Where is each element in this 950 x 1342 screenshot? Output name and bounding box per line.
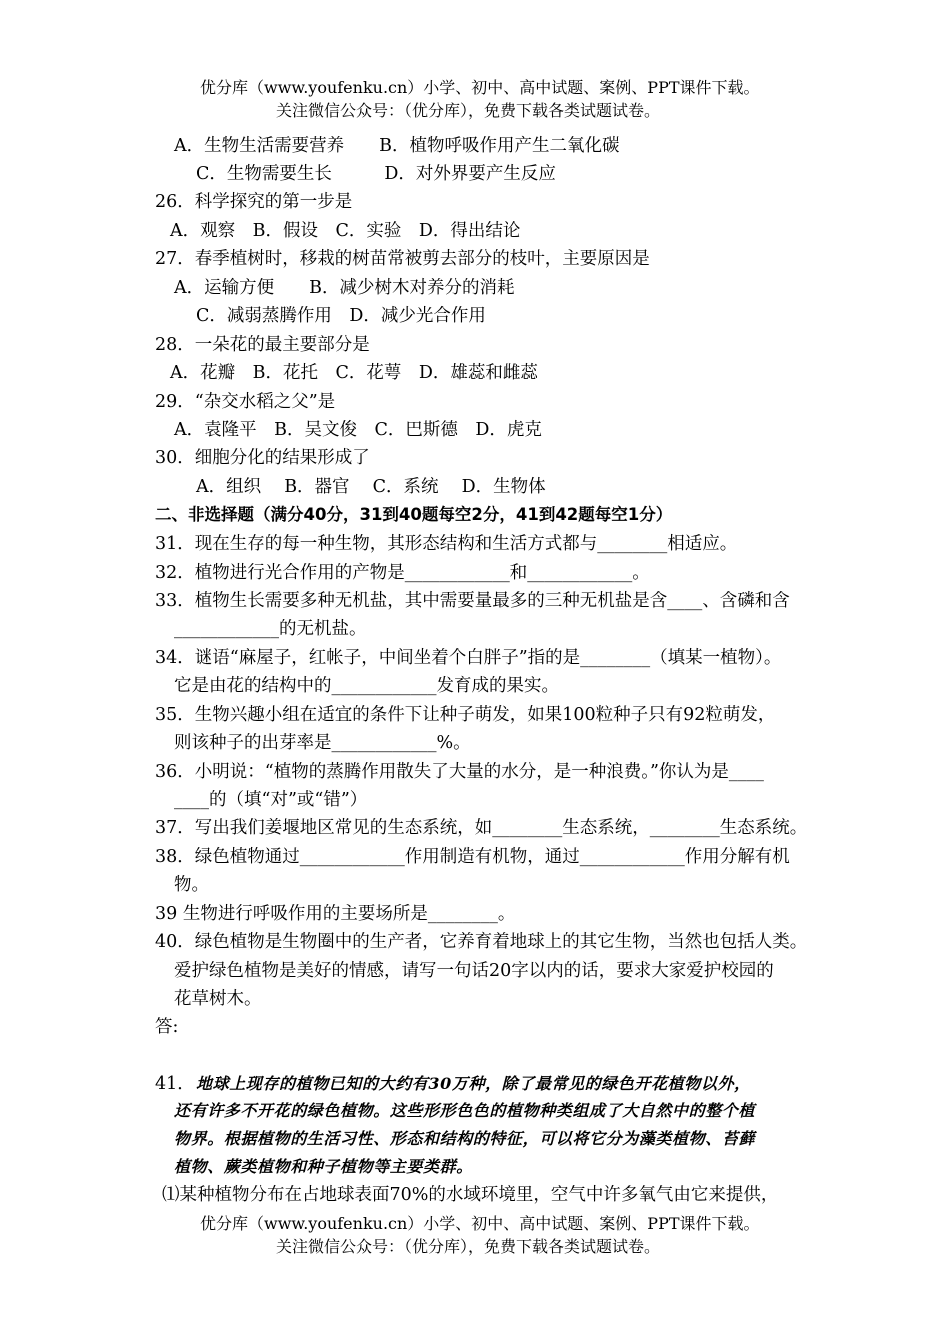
footer-line-2: 关注微信公众号：（优分库），免费下载各类试题试卷。 bbox=[276, 1237, 661, 1256]
header-line-2: 关注微信公众号：（优分库），免费下载各类试题试卷。 bbox=[276, 101, 661, 120]
q30-options: A．组织 B．器官 C．系统 D．生物体 bbox=[196, 477, 546, 497]
q37: 37．写出我们姜堰地区常见的生态系统，如________生态系统，________生态系统。 bbox=[155, 818, 808, 838]
q28-options: A．花瓣 B．花托 C．花萼 D．雄蕊和雌蕊 bbox=[170, 363, 538, 383]
q40-line-2: 爱护绿色植物是美好的情感，请写一句话20字以内的话，要求大家爱护校园的 bbox=[174, 961, 774, 981]
q41-number: 41． bbox=[155, 1074, 195, 1094]
q36-line-2: ____的（填“对”或“错”） bbox=[174, 790, 368, 810]
section-heading: 二、非选择题（满分40分，31到40题每空2分，41到42题每空1分） bbox=[155, 505, 673, 524]
q27-stem: 27．春季植树时，移栽的树苗常被剪去部分的枝叶，主要原因是 bbox=[155, 249, 650, 269]
q35-line-1: 35．生物兴趣小组在适宜的条件下让种子萌发，如果100粒种子只有92粒萌发， bbox=[155, 705, 776, 725]
q41-passage-line-4: 植物、蕨类植物和种子植物等主要类群。 bbox=[174, 1157, 473, 1176]
footer-line-1: 优分库（www.youfenku.cn）小学、初中、高中试题、案例、PPT课件下载。 bbox=[200, 1214, 760, 1233]
q38-line-2: 物。 bbox=[174, 875, 209, 895]
q26-stem: 26．科学探究的第一步是 bbox=[155, 192, 353, 212]
q40-line-3: 花草树木。 bbox=[174, 989, 262, 1009]
q35-line-2: 则该种子的出芽率是____________%。 bbox=[174, 733, 471, 753]
q25-options-cd: C．生物需要生长 D．对外界要产生反应 bbox=[196, 164, 556, 184]
q33-line-2: ____________的无机盐。 bbox=[174, 619, 367, 639]
answer-label: 答: bbox=[155, 1017, 179, 1037]
q34-line-1: 34．谜语“麻屋子，红帐子，中间坐着个白胖子”指的是________（填某一植物）。 bbox=[155, 648, 782, 668]
q32: 32．植物进行光合作用的产物是____________和____________。 bbox=[155, 563, 650, 583]
q38-line-1: 38．绿色植物通过____________作用制造有机物，通过____________作用分解有机 bbox=[155, 847, 790, 867]
q36-line-1: 36．小明说：“植物的蒸腾作用散失了大量的水分，是一种浪费。”你认为是____ bbox=[155, 762, 764, 782]
q27-options-ab: A．运输方便 B．减少树木对养分的消耗 bbox=[174, 278, 515, 298]
q39: 39 生物进行呼吸作用的主要场所是________。 bbox=[155, 904, 516, 924]
q27-options-cd: C．减弱蒸腾作用 D．减少光合作用 bbox=[196, 306, 486, 326]
q26-options: A．观察 B．假设 C．实验 D．得出结论 bbox=[170, 221, 521, 241]
q34-line-2: 它是由花的结构中的____________发育成的果实。 bbox=[174, 676, 559, 696]
q31: 31．现在生存的每一种生物，其形态结构和生活方式都与________相适应。 bbox=[155, 534, 738, 554]
q41-passage-line-2: 还有许多不开花的绿色植物。这些形形色色的植物种类组成了大自然中的整个植 bbox=[174, 1101, 756, 1120]
q29-options: A．袁隆平 B．吴文俊 C．巴斯德 D．虎克 bbox=[174, 420, 542, 440]
q33-line-1: 33．植物生长需要多种无机盐，其中需要量最多的三种无机盐是含____、含磷和含 bbox=[155, 591, 790, 611]
q41-passage-line-3: 物界。根据植物的生活习性、形态和结构的特征，可以将它分为藻类植物、苔藓 bbox=[174, 1129, 756, 1148]
q29-stem: 29．“杂交水稻之父”是 bbox=[155, 392, 336, 412]
q41-passage-line-1: 地球上现存的植物已知的大约有30万种，除了最常见的绿色开花植物以外， bbox=[196, 1074, 751, 1093]
header-line-1: 优分库（www.youfenku.cn）小学、初中、高中试题、案例、PPT课件下载。 bbox=[200, 78, 760, 97]
q30-stem: 30．细胞分化的结果形成了 bbox=[155, 448, 370, 468]
q28-stem: 28．一朵花的最主要部分是 bbox=[155, 335, 370, 355]
q25-options-ab: A．生物生活需要营养 B．植物呼吸作用产生二氧化碳 bbox=[174, 136, 620, 156]
q41-sub-1: ⑴某种植物分布在占地球表面70%的水域环境里，空气中许多氧气由它来提供， bbox=[162, 1185, 779, 1205]
q40-line-1: 40．绿色植物是生物圈中的生产者，它养育着地球上的其它生物，当然也包括人类。 bbox=[155, 932, 808, 952]
